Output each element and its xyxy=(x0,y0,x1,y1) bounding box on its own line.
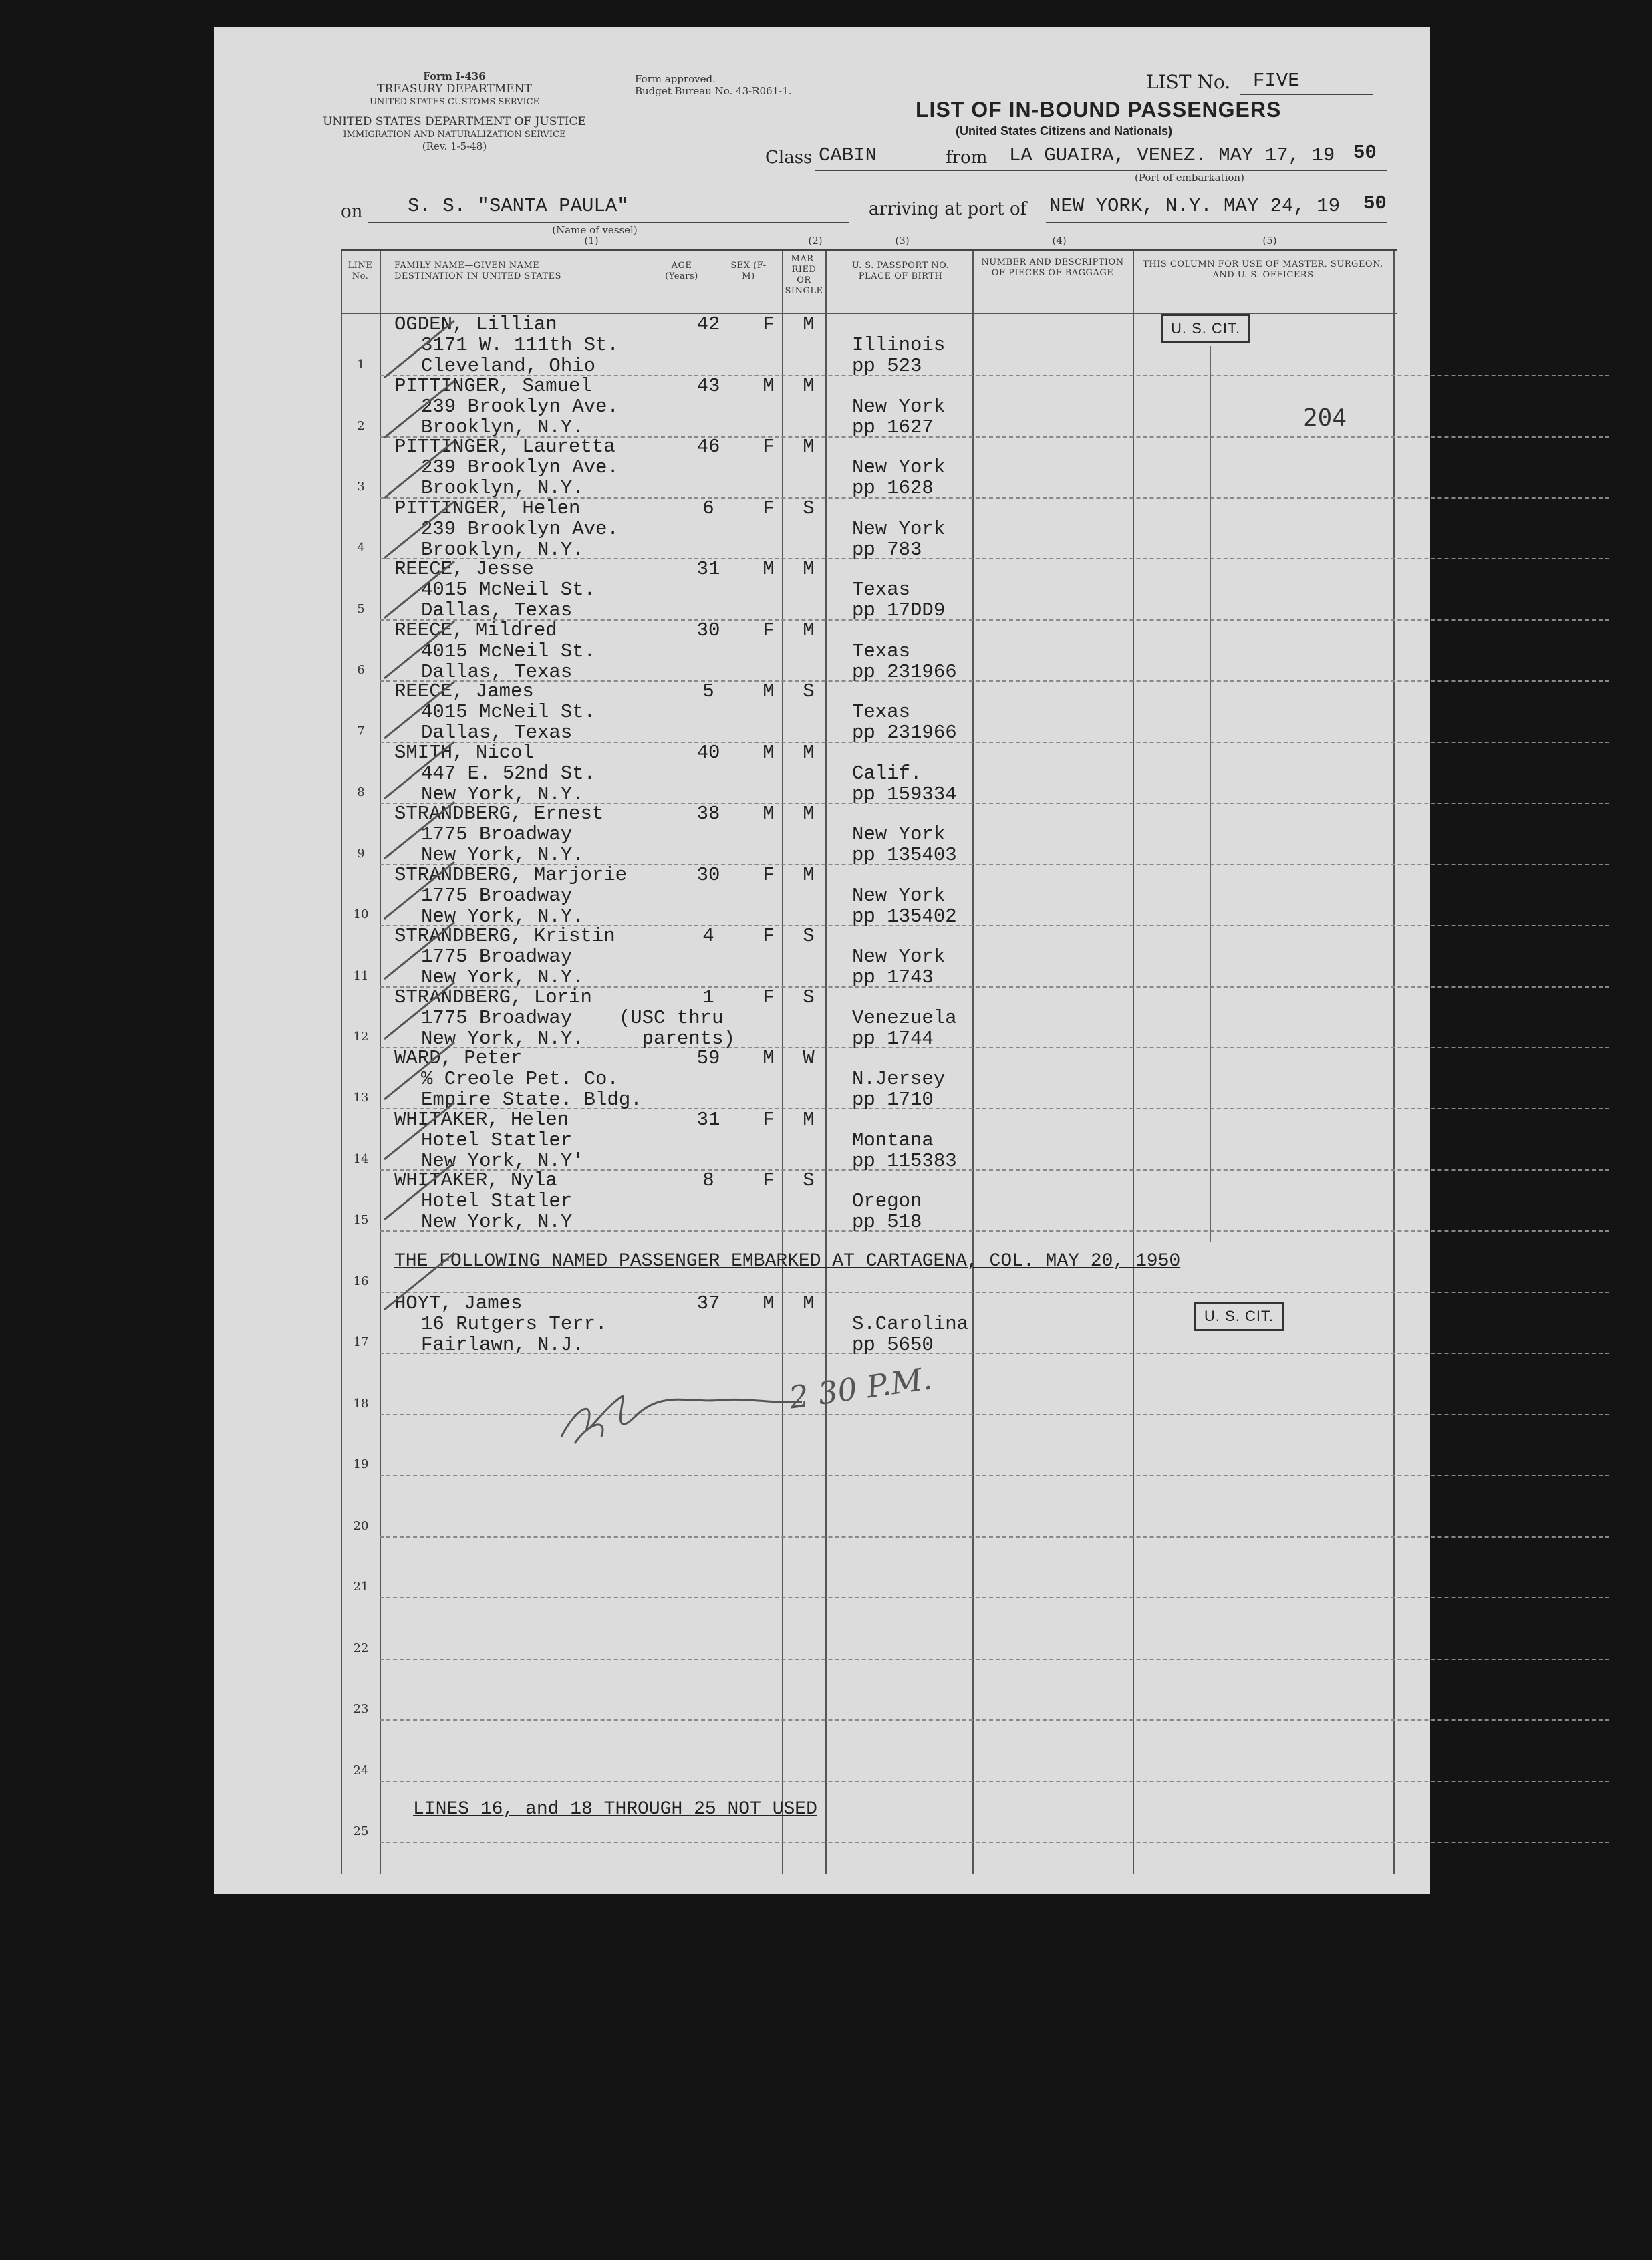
passenger-birthplace: New York xyxy=(852,946,946,968)
passenger-entry xyxy=(381,436,1450,497)
passenger-entry xyxy=(381,313,1450,377)
passenger-name: STRANDBERG, Lorin xyxy=(394,986,592,1008)
line-number: 6 xyxy=(357,663,365,677)
passenger-address-line1: 4015 McNeil St. xyxy=(421,701,596,723)
passenger-marital-status: M xyxy=(803,1292,815,1314)
line-number: 20 xyxy=(353,1519,369,1533)
passenger-birthplace: New York xyxy=(852,884,946,907)
passenger-address-line1: 447 E. 52nd St. xyxy=(421,762,596,785)
passenger-marital-status: M xyxy=(803,1108,815,1131)
on-label: on xyxy=(341,202,363,222)
passenger-name: OGDEN, Lillian xyxy=(394,313,557,335)
passenger-address-line2: Cleveland, Ohio xyxy=(421,355,596,377)
arrival-year-value: 50 xyxy=(1363,192,1387,215)
column-number-5: (5) xyxy=(1262,235,1277,247)
header-passport-birthplace: U. S. PASSPORT NO. PLACE OF BIRTH xyxy=(851,261,950,281)
line-number: 22 xyxy=(353,1641,369,1655)
table-top-border xyxy=(341,249,1397,251)
passenger-sex: F xyxy=(763,863,775,886)
passenger-passport-number: pp 518 xyxy=(852,1211,922,1233)
passenger-entry xyxy=(381,619,1450,683)
passenger-name: WHITAKER, Helen xyxy=(394,1108,569,1131)
passenger-sex: M xyxy=(763,558,775,580)
passenger-passport-number: pp 231966 xyxy=(852,722,957,744)
passenger-passport-number: pp 17DD9 xyxy=(852,599,946,621)
line-number: 18 xyxy=(353,1397,369,1411)
passenger-name: PITTINGER, Samuel xyxy=(394,374,592,397)
passenger-sex: F xyxy=(763,1108,775,1131)
passenger-entry xyxy=(381,986,1450,1050)
line-number: 17 xyxy=(353,1335,369,1349)
passenger-address-line2: Dallas, Texas xyxy=(421,599,573,621)
passenger-sex: F xyxy=(763,986,775,1008)
line-number: 1 xyxy=(357,358,365,372)
passenger-birthplace: Oregon xyxy=(852,1190,922,1212)
line-number: 24 xyxy=(353,1763,369,1778)
passenger-passport-number: pp 231966 xyxy=(852,660,957,683)
passenger-entry xyxy=(381,803,1450,866)
passenger-entry xyxy=(381,1169,1450,1233)
passenger-address-line2: Empire State. Bldg. xyxy=(421,1089,642,1111)
passenger-marital-status: M xyxy=(803,436,815,458)
passenger-entry-late xyxy=(381,1292,1450,1356)
line-number: 10 xyxy=(353,907,369,922)
line-number: 9 xyxy=(357,847,365,861)
passenger-address-line1: 239 Brooklyn Ave. xyxy=(421,395,619,418)
from-year-value: 50 xyxy=(1353,142,1377,164)
passenger-passport-number: pp 5650 xyxy=(852,1334,934,1356)
us-citizen-stamp: U. S. CIT. xyxy=(1194,1302,1284,1331)
budget-bureau-number: Budget Bureau No. 43-R061-1. xyxy=(635,85,792,97)
passenger-address-line1: 1775 Broadway (USC thru xyxy=(421,1006,724,1029)
passenger-passport-number: pp 1744 xyxy=(852,1027,934,1050)
passenger-passport-number: pp 135402 xyxy=(852,905,957,928)
line-number: 8 xyxy=(357,785,365,799)
passenger-address-line2: Dallas, Texas xyxy=(421,722,573,744)
passenger-passport-number: pp 783 xyxy=(852,538,922,561)
passenger-marital-status: M xyxy=(803,741,815,764)
line-number: 3 xyxy=(357,480,365,494)
passenger-age: 6 xyxy=(702,497,714,519)
immigration-service: IMMIGRATION AND NATURALIZATION SERVICE xyxy=(343,130,566,140)
passenger-sex: M xyxy=(763,680,775,702)
passenger-age: 59 xyxy=(696,1047,720,1069)
passenger-address-line1: % Creole Pet. Co. xyxy=(421,1068,619,1090)
passenger-address-line1: 16 Rutgers Terr. xyxy=(421,1313,607,1335)
passenger-address-line2: Fairlawn, N.J. xyxy=(421,1334,584,1356)
passenger-entry xyxy=(381,863,1450,928)
passenger-age: 38 xyxy=(696,803,720,825)
passenger-address-line1: 4015 McNeil St. xyxy=(421,579,596,601)
passenger-address-line2: Brooklyn, N.Y. xyxy=(421,477,584,499)
column-number-2: (2) xyxy=(808,235,823,247)
customs-service: UNITED STATES CUSTOMS SERVICE xyxy=(369,97,540,107)
passenger-marital-status: M xyxy=(803,803,815,825)
passenger-marital-status: M xyxy=(803,374,815,397)
passenger-entry xyxy=(381,680,1450,744)
passenger-address-line1: 239 Brooklyn Ave. xyxy=(421,517,619,540)
passenger-address-line2: Dallas, Texas xyxy=(421,660,573,683)
header-age: AGE (Years) xyxy=(665,261,698,281)
passenger-marital-status: S xyxy=(803,1169,815,1191)
passenger-entry xyxy=(381,376,1450,436)
line-number: 16 xyxy=(353,1274,369,1288)
passenger-name: HOYT, James xyxy=(394,1292,523,1314)
passenger-sex: F xyxy=(763,925,775,947)
from-port-value: LA GUAIRA, VENEZ. MAY 17, 19 xyxy=(1009,144,1335,166)
passenger-birthplace: Texas xyxy=(852,579,911,601)
passenger-name: STRANDBERG, Ernest xyxy=(394,803,604,825)
handwritten-signature xyxy=(548,1370,815,1457)
header-baggage: NUMBER AND DESCRIPTION OF PIECES OF BAGGAGE xyxy=(981,257,1124,278)
passenger-passport-number: pp 115383 xyxy=(852,1149,957,1172)
passenger-age: 31 xyxy=(696,558,720,580)
passenger-name: WHITAKER, Nyla xyxy=(394,1169,557,1191)
passenger-marital-status: S xyxy=(803,497,815,519)
passenger-birthplace: New York xyxy=(852,395,946,418)
passenger-age: 43 xyxy=(696,374,720,397)
line-number: 23 xyxy=(353,1702,369,1716)
passenger-address-line1: Hotel Statler xyxy=(421,1129,573,1151)
passenger-age: 31 xyxy=(696,1108,720,1131)
header-married-single: MAR-RIED OR SINGLE xyxy=(785,254,823,296)
line-number: 4 xyxy=(357,541,365,555)
passenger-sex: M xyxy=(763,1047,775,1069)
passenger-name: SMITH, Nicol xyxy=(394,741,534,764)
passenger-name: REECE, James xyxy=(394,680,534,702)
passenger-birthplace: New York xyxy=(852,456,946,478)
passenger-address-line1: Hotel Statler xyxy=(421,1190,573,1212)
passenger-birthplace: Texas xyxy=(852,701,911,723)
line-number: 25 xyxy=(353,1824,369,1838)
passenger-birthplace: New York xyxy=(852,517,946,540)
passenger-marital-status: M xyxy=(803,313,815,335)
passenger-name: STRANDBERG, Marjorie xyxy=(394,863,628,886)
us-citizen-stamp: U. S. CIT. xyxy=(1161,314,1250,343)
passenger-address-line1: 239 Brooklyn Ave. xyxy=(421,456,619,478)
passenger-marital-status: M xyxy=(803,619,815,642)
passenger-marital-status: S xyxy=(803,680,815,702)
passenger-passport-number: pp 135403 xyxy=(852,844,957,866)
header-line-no: LINE No. xyxy=(348,261,373,281)
passenger-name: STRANDBERG, Kristin xyxy=(394,925,615,947)
unused-lines-note: LINES 16, and 18 THROUGH 25 NOT USED xyxy=(413,1799,817,1820)
passenger-sex: F xyxy=(763,436,775,458)
passenger-marital-status: M xyxy=(803,558,815,580)
passenger-birthplace: Montana xyxy=(852,1129,934,1151)
line-number: 2 xyxy=(357,419,365,433)
passenger-sex: M xyxy=(763,1292,775,1314)
passenger-age: 1 xyxy=(702,986,714,1008)
passenger-age: 4 xyxy=(702,925,714,947)
passenger-marital-status: W xyxy=(803,1047,815,1069)
passenger-marital-status: S xyxy=(803,925,815,947)
arrival-port-value: NEW YORK, N.Y. MAY 24, 19 xyxy=(1049,195,1341,217)
handwritten-time: 2 30 P.M. xyxy=(787,1360,934,1416)
line-number: 15 xyxy=(353,1213,369,1227)
passenger-address-line1: 1775 Broadway xyxy=(421,884,573,907)
vessel-name-value: S. S. "SANTA PAULA" xyxy=(408,195,629,217)
list-number-label: LIST No. xyxy=(1146,71,1231,93)
passenger-age: 40 xyxy=(696,741,720,764)
line-number: 5 xyxy=(357,602,365,616)
treasury-department: TREASURY DEPARTMENT xyxy=(377,82,532,96)
line-number: 14 xyxy=(353,1152,369,1166)
passenger-address-line2: Brooklyn, N.Y. xyxy=(421,416,584,438)
line-number: 11 xyxy=(353,969,369,983)
line-number: 19 xyxy=(353,1457,369,1471)
passenger-age: 37 xyxy=(696,1292,720,1314)
passenger-address-line1: 1775 Broadway xyxy=(421,823,573,845)
column-number-4: (4) xyxy=(1052,235,1067,247)
passenger-address-line2: New York, N.Y xyxy=(421,1211,573,1233)
passenger-passport-number: pp 1627 xyxy=(852,416,934,438)
passenger-sex: M xyxy=(763,374,775,397)
passenger-sex: M xyxy=(763,741,775,764)
passenger-age: 46 xyxy=(696,436,720,458)
passenger-passport-number: pp 1628 xyxy=(852,477,934,499)
passenger-sex: F xyxy=(763,497,775,519)
passenger-name: PITTINGER, Lauretta xyxy=(394,436,615,458)
line-number: 13 xyxy=(353,1091,369,1105)
passenger-name: REECE, Mildred xyxy=(394,619,557,642)
passenger-birthplace: S.Carolina xyxy=(852,1313,969,1335)
passenger-passport-number: pp 523 xyxy=(852,355,922,377)
passenger-address-line2: New York, N.Y. xyxy=(421,783,584,805)
passenger-name: REECE, Jesse xyxy=(394,558,534,580)
column-number-3: (3) xyxy=(895,235,910,247)
passenger-birthplace: New York xyxy=(852,823,946,845)
class-label: Class xyxy=(765,148,813,168)
passenger-age: 30 xyxy=(696,863,720,886)
header-sex: SEX (F-M) xyxy=(730,261,767,281)
cartagena-embark-note: THE FOLLOWING NAMED PASSENGER EMBARKED AT CARTAGENA, COL. MAY 20, 1950 xyxy=(394,1251,1181,1272)
passenger-sex: F xyxy=(763,313,775,335)
passenger-birthplace: Texas xyxy=(852,640,911,662)
passenger-address-line2: New York, N.Y. parents) xyxy=(421,1027,735,1050)
passenger-birthplace: Illinois xyxy=(852,334,946,356)
form-number: Form I-436 xyxy=(423,70,486,82)
passenger-entry xyxy=(381,497,1450,561)
from-label: from xyxy=(946,148,988,168)
form-subtitle: (United States Citizens and Nationals) xyxy=(956,124,1173,138)
header-name-destination: FAMILY NAME—GIVEN NAME DESTINATION IN UNITED STATES xyxy=(394,261,562,281)
passenger-entry xyxy=(381,742,1450,803)
passenger-address-line2: New York, N.Y. xyxy=(421,905,584,928)
class-value: CABIN xyxy=(819,144,877,166)
passenger-sex: M xyxy=(763,803,775,825)
passenger-address-line1: 3171 W. 111th St. xyxy=(421,334,619,356)
arriving-label: arriving at port of xyxy=(869,199,1027,219)
passenger-address-line1: 4015 McNeil St. xyxy=(421,640,596,662)
header-officers-use: THIS COLUMN FOR USE OF MASTER, SURGEON, AND U. S. OFFICERS xyxy=(1143,259,1383,280)
passenger-address-line2: Brooklyn, N.Y. xyxy=(421,538,584,561)
passenger-passport-number: pp 1743 xyxy=(852,966,934,988)
line-number: 7 xyxy=(357,724,365,738)
passenger-age: 8 xyxy=(702,1169,714,1191)
passenger-birthplace: N.Jersey xyxy=(852,1068,946,1090)
passenger-entry xyxy=(381,1108,1450,1172)
passenger-sex: F xyxy=(763,619,775,642)
list-number-value: FIVE xyxy=(1253,69,1300,92)
passenger-marital-status: S xyxy=(803,986,815,1008)
vessel-name-note: (Name of vessel) xyxy=(552,224,638,236)
passenger-age: 5 xyxy=(702,680,714,702)
column-number-1: (1) xyxy=(584,235,599,247)
passenger-age: 30 xyxy=(696,619,720,642)
passenger-birthplace: Calif. xyxy=(852,762,922,785)
passenger-passport-number: pp 159334 xyxy=(852,783,957,805)
stamp-guide-line xyxy=(1210,346,1211,1242)
passenger-marital-status: M xyxy=(803,863,815,886)
form-revision: (Rev. 1-5-48) xyxy=(422,140,487,152)
line-number: 12 xyxy=(353,1030,369,1044)
form-title: LIST OF IN-BOUND PASSENGERS xyxy=(916,98,1282,122)
check-marks xyxy=(381,314,461,1316)
form-approved: Form approved. xyxy=(635,73,716,85)
passenger-passport-number: pp 1710 xyxy=(852,1089,934,1111)
passenger-entry xyxy=(381,559,1450,619)
passenger-entry xyxy=(381,1047,1450,1111)
passenger-name: WARD, Peter xyxy=(394,1047,523,1069)
passenger-address-line2: New York, N.Y. xyxy=(421,966,584,988)
department-of-justice: UNITED STATES DEPARTMENT OF JUSTICE xyxy=(323,115,586,128)
passenger-age: 42 xyxy=(696,313,720,335)
passenger-name: PITTINGER, Helen xyxy=(394,497,581,519)
passenger-address-line2: New York, N.Y' xyxy=(421,1149,584,1172)
passenger-sex: F xyxy=(763,1169,775,1191)
line-number: 21 xyxy=(353,1580,369,1594)
passenger-address-line1: 1775 Broadway xyxy=(421,946,573,968)
annotation-number: 204 xyxy=(1303,404,1347,432)
passenger-birthplace: Venezuela xyxy=(852,1006,957,1029)
passenger-manifest-sheet xyxy=(214,27,1430,1894)
port-embarkation-note: (Port of embarkation) xyxy=(1135,172,1244,184)
passenger-entry xyxy=(381,926,1450,986)
passenger-address-line2: New York, N.Y. xyxy=(421,844,584,866)
